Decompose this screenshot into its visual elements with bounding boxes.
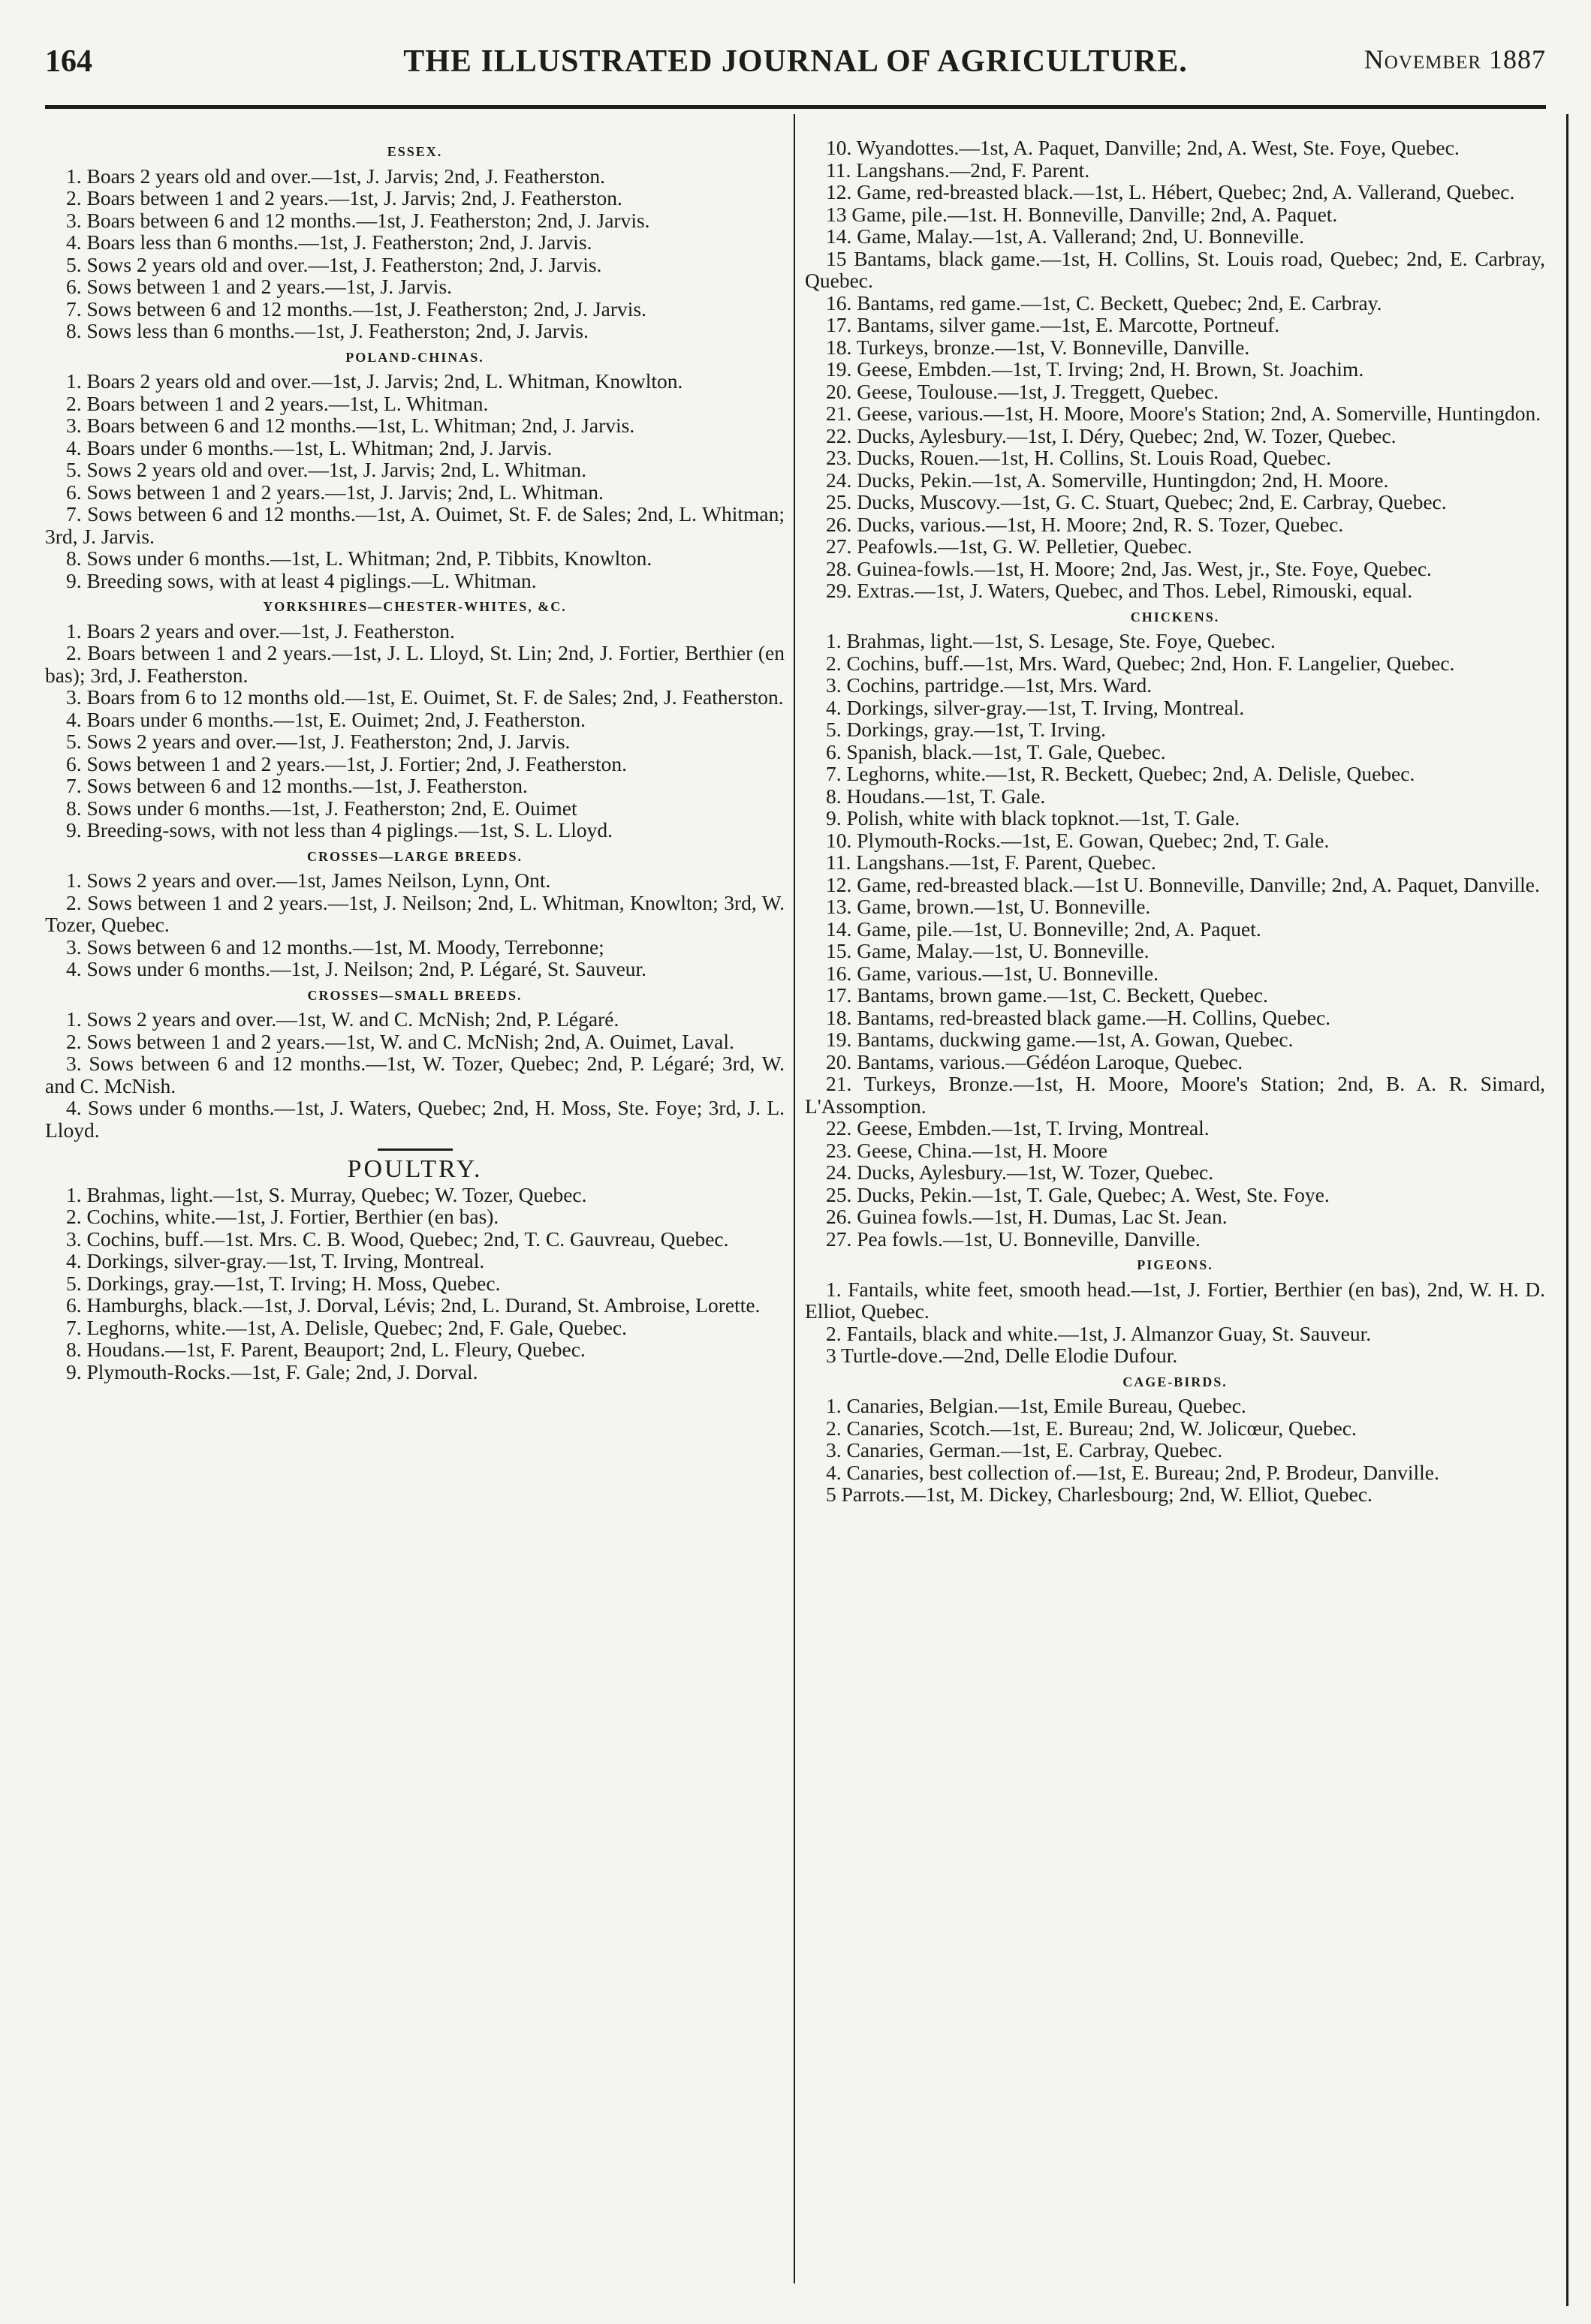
award-entry: 17. Bantams, silver game.—1st, E. Marcotte, Portneuf. [826, 313, 1280, 336]
award-entry: 9. Breeding-sows, with not less than 4 piglings.—1st, S. L. Lloyd. [66, 818, 613, 841]
award-entry: 5. Sows 2 years old and over.—1st, J. Featherston; 2nd, J. Jarvis. [66, 252, 602, 276]
award-entry: 1. Canaries, Belgian.—1st, Emile Bureau, Quebec. [826, 1394, 1246, 1417]
section-heading-chickens: CHICKENS. [1130, 609, 1220, 625]
award-entry: 12. Game, red-breasted black.—1st U. Bonneville, Danville; 2nd, A. Paquet, Danville. [826, 872, 1540, 896]
award-entry: 4. Boars less than 6 months.—1st, J. Featherston; 2nd, J. Jarvis. [66, 230, 592, 254]
journal-title: THE ILLUSTRATED JOURNAL OF AGRICULTURE. [403, 44, 1188, 79]
entry-list-yorkshires [45, 620, 785, 841]
award-entry: 3. Cochins, buff.—1st. Mrs. C. B. Wood, Quebec; 2nd, T. C. Gauvreau, Quebec. [66, 1227, 729, 1251]
award-entry: 15 Bantams, black game.—1st, H. Collins, St. Louis road, Quebec; 2nd, E. Carbray, Quebec. [805, 246, 1545, 292]
section-heading-crosses-large: CROSSES—LARGE BREEDS. [306, 848, 523, 864]
award-entry: 7. Sows between 6 and 12 months.—1st, A. Ouimet, St. F. de Sales; 2nd, L. Whitman; 3rd, J. Jarvis. [45, 502, 785, 548]
award-entry: 4. Boars under 6 months.—1st, L. Whitman; 2nd, J. Jarvis. [66, 435, 553, 459]
award-entry: 3. Cochins, partridge.—1st, Mrs. Ward. [826, 673, 1153, 697]
award-entry: 23. Ducks, Rouen.—1st, H. Collins, St. Louis Road, Quebec. [826, 446, 1331, 469]
award-entry: 20. Bantams, various.—Gédéon Laroque, Quebec. [826, 1049, 1243, 1073]
page-header [45, 44, 1546, 83]
award-entry: 2. Boars between 1 and 2 years.—1st, L. Whitman. [66, 391, 489, 415]
award-entry: 2. Cochins, buff.—1st, Mrs. Ward, Quebec; 2nd, Hon. F. Langelier, Quebec. [826, 651, 1455, 675]
award-entry: 2. Sows between 1 and 2 years.—1st, W. and C. McNish; 2nd, A. Ouimet, Laval. [66, 1029, 734, 1053]
award-entry: 4. Sows under 6 months.—1st, J. Waters, Quebec; 2nd, H. Moss, Ste. Foye; 3rd, J. L. Lloyd. [45, 1096, 785, 1142]
award-entry: 8. Sows less than 6 months.—1st, J. Featherston; 2nd, J. Jarvis. [66, 319, 589, 342]
award-entry: 3 Turtle-dove.—2nd, Delle Elodie Dufour. [826, 1344, 1178, 1367]
entry-list-poland-chinas [45, 370, 785, 592]
award-entry: 2. Boars between 1 and 2 years.—1st, J. Jarvis; 2nd, J. Featherston. [66, 186, 622, 209]
award-entry: 2. Cochins, white.—1st, J. Fortier, Berthier (en bas). [66, 1205, 499, 1228]
award-entry: 21. Turkeys, Bronze.—1st, H. Moore, Moore's Station; 2nd, B. A. R. Simard, L'Assomption. [805, 1072, 1545, 1118]
award-entry: 8. Houdans.—1st, T. Gale. [826, 784, 1046, 808]
award-entry: 1. Boars 2 years old and over.—1st, J. Jarvis; 2nd, J. Featherston. [66, 164, 605, 188]
award-entry: 3. Boars between 6 and 12 months.—1st, L. Whitman; 2nd, J. Jarvis. [66, 414, 635, 437]
award-entry: 13. Game, brown.—1st, U. Bonneville. [826, 895, 1151, 918]
award-entry: 27. Peafowls.—1st, G. W. Pelletier, Quebec. [826, 534, 1192, 558]
award-entry: 19. Geese, Embden.—1st, T. Irving; 2nd, H. Brown, St. Joachim. [826, 357, 1364, 381]
award-entry: 26. Guinea fowls.—1st, H. Dumas, Lac St. Jean. [826, 1205, 1228, 1228]
entry-list-poultry-continued [805, 137, 1545, 602]
award-entry: 5. Sows 2 years and over.—1st, J. Featherston; 2nd, J. Jarvis. [66, 730, 571, 753]
entry-list-crosses-large [45, 869, 785, 980]
award-entry: 25. Ducks, Pekin.—1st, T. Gale, Quebec; A. West, Ste. Foye. [826, 1182, 1330, 1206]
award-entry: 1. Sows 2 years and over.—1st, James Neilson, Lynn, Ont. [66, 868, 551, 892]
award-entry: 21. Geese, various.—1st, H. Moore, Moore's Station; 2nd, A. Somerville, Huntingdon. [826, 402, 1541, 425]
award-entry: 8. Sows under 6 months.—1st, L. Whitman; 2nd, P. Tibbits, Knowlton. [66, 546, 652, 570]
award-entry: 25. Ducks, Muscovy.—1st, G. C. Stuart, Quebec; 2nd, E. Carbray, Quebec. [826, 490, 1447, 513]
award-entry: 8. Houdans.—1st, F. Parent, Beauport; 2nd, L. Fleury, Quebec. [66, 1338, 586, 1361]
award-entry: 7. Sows between 6 and 12 months.—1st, J. Featherston. [66, 774, 528, 797]
award-entry: 5 Parrots.—1st, M. Dickey, Charlesbourg; 2nd, W. Elliot, Quebec. [826, 1483, 1373, 1506]
award-entry: 3. Canaries, German.—1st, E. Carbray, Quebec. [826, 1438, 1223, 1462]
award-entry: 28. Guinea-fowls.—1st, H. Moore; 2nd, Jas. West, jr., Ste. Foye, Quebec. [826, 556, 1432, 580]
section-heading-crosses-small: CROSSES—SMALL BREEDS. [307, 987, 523, 1003]
award-entry: 3. Sows between 6 and 12 months.—1st, W. Tozer, Quebec; 2nd, P. Légaré; 3rd, W. and C. McNish. [45, 1052, 785, 1097]
award-entry: 29. Extras.—1st, J. Waters, Quebec, and Thos. Lebel, Rimouski, equal. [826, 579, 1413, 602]
section-separator [378, 1148, 453, 1151]
award-entry: 15. Game, Malay.—1st, U. Bonneville. [826, 939, 1150, 962]
award-entry: 14. Game, Malay.—1st, A. Vallerand; 2nd, U. Bonneville. [826, 224, 1304, 248]
award-entry: 20. Geese, Toulouse.—1st, J. Treggett, Quebec. [826, 379, 1219, 403]
award-entry: 16. Bantams, red game.—1st, C. Beckett, Quebec; 2nd, E. Carbray. [826, 290, 1382, 315]
award-entry: 18. Bantams, red-breasted black game.—H. Collins, Quebec. [826, 1005, 1331, 1029]
award-entry: 4. Sows under 6 months.—1st, J. Neilson; 2nd, P. Légaré, St. Sauveur. [66, 957, 647, 980]
award-entry: 10. Wyandottes.—1st, A. Paquet, Danville; 2nd, A. West, Ste. Foye, Quebec. [826, 136, 1460, 159]
award-entry: 10. Plymouth-Rocks.—1st, E. Gowan, Quebec; 2nd, T. Gale. [826, 828, 1330, 852]
entry-list-pigeons [805, 1278, 1545, 1367]
award-entry: 11. Langshans.—1st, F. Parent, Quebec. [826, 850, 1156, 874]
award-entry: 2. Sows between 1 and 2 years.—1st, J. Neilson; 2nd, L. Whitman, Knowlton; 3rd, W. Tozer, Quebec. [45, 890, 785, 936]
award-entry: 6. Hamburghs, black.—1st, J. Dorval, Lévis; 2nd, L. Durand, St. Ambroise, Lorette. [66, 1293, 761, 1317]
award-entry: 9. Polish, white with black topknot.—1st, T. Gale. [826, 806, 1240, 829]
award-entry: 12. Game, red-breasted black.—1st, L. Hébert, Quebec; 2nd, A. Vallerand, Quebec. [826, 180, 1515, 203]
left-column [45, 137, 785, 1383]
award-entry: 1. Fantails, white feet, smooth head.—1st, J. Fortier, Berthier (en bas), 2nd, W. H. D. Elliot, Quebec. [805, 1277, 1545, 1323]
award-entry: 7. Leghorns, white.—1st, R. Beckett, Quebec; 2nd, A. Delisle, Quebec. [826, 762, 1415, 785]
award-entry: 24. Ducks, Pekin.—1st, A. Somerville, Huntingdon; 2nd, H. Moore. [826, 468, 1389, 492]
award-entry: 16. Game, various.—1st, U. Bonneville. [826, 961, 1159, 985]
award-entry: 1. Brahmas, light.—1st, S. Lesage, Ste. Foye, Quebec. [826, 629, 1276, 652]
award-entry: 11. Langshans.—2nd, F. Parent. [826, 158, 1090, 182]
award-entry: 6. Sows between 1 and 2 years.—1st, J. Jarvis; 2nd, L. Whitman. [66, 480, 604, 504]
award-entry: 26. Ducks, various.—1st, H. Moore; 2nd, R. S. Tozer, Quebec. [826, 512, 1344, 536]
section-heading-poultry: POULTRY. [347, 1155, 483, 1183]
award-entry: 4. Boars under 6 months.—1st, E. Ouimet; 2nd, J. Featherston. [66, 707, 586, 731]
award-entry: 2. Canaries, Scotch.—1st, E. Bureau; 2nd, W. Jolicœur, Quebec. [826, 1416, 1357, 1440]
award-entry: 1. Brahmas, light.—1st, S. Murray, Quebec; W. Tozer, Quebec. [66, 1182, 587, 1206]
entry-list-cage-birds [805, 1395, 1545, 1506]
right-column [805, 137, 1545, 1506]
award-entry: 19. Bantams, duckwing game.—1st, A. Gowan, Quebec. [826, 1028, 1294, 1051]
right-edge-rule [1566, 114, 1568, 2306]
award-entry: 27. Pea fowls.—1st, U. Bonneville, Danville. [826, 1227, 1201, 1251]
award-entry: 2. Fantails, black and white.—1st, J. Almanzor Guay, St. Sauveur. [826, 1321, 1372, 1345]
page-number: 164 [45, 44, 92, 79]
entry-list-poultry [45, 1184, 785, 1383]
award-entry: 9. Plymouth-Rocks.—1st, F. Gale; 2nd, J. Dorval. [66, 1359, 478, 1383]
entry-list-essex [45, 165, 785, 342]
section-heading-pigeons: PIGEONS. [1137, 1257, 1213, 1272]
award-entry: 22. Geese, Embden.—1st, T. Irving, Montreal. [826, 1116, 1210, 1139]
award-entry: 2. Boars between 1 and 2 years.—1st, J. L. Lloyd, St. Lin; 2nd, J. Fortier, Berthier (en bas); 3rd, J. Featherston. [45, 641, 785, 687]
section-heading-cage-birds: CAGE-BIRDS. [1122, 1374, 1228, 1389]
award-entry: 4. Dorkings, silver-gray.—1st, T. Irving, Montreal. [66, 1249, 485, 1272]
award-entry: 13 Game, pile.—1st. H. Bonneville, Danville; 2nd, A. Paquet. [826, 202, 1338, 226]
issue-date: November 1887 [1363, 44, 1546, 74]
award-entry: 4. Canaries, best collection of.—1st, E. Bureau; 2nd, P. Brodeur, Danville. [826, 1460, 1439, 1484]
award-entry: 14. Game, pile.—1st, U. Bonneville; 2nd, A. Paquet. [826, 917, 1261, 941]
award-entry: 4. Dorkings, silver-gray.—1st, T. Irving, Montreal. [826, 695, 1245, 719]
award-entry: 9. Breeding sows, with at least 4 piglings.—L. Whitman. [66, 568, 537, 592]
award-entry: 5. Sows 2 years old and over.—1st, J. Jarvis; 2nd, L. Whitman. [66, 458, 587, 481]
award-entry: 7. Sows between 6 and 12 months.—1st, J. Featherston; 2nd, J. Jarvis. [66, 297, 647, 321]
award-entry: 8. Sows under 6 months.—1st, J. Featherston; 2nd, E. Ouimet [66, 796, 577, 820]
award-entry: 1. Sows 2 years and over.—1st, W. and C. McNish; 2nd, P. Légaré. [66, 1007, 619, 1031]
entry-list-crosses-small [45, 1008, 785, 1141]
award-entry: 6. Sows between 1 and 2 years.—1st, J. Jarvis. [66, 275, 453, 298]
award-entry: 3. Boars between 6 and 12 months.—1st, J. Featherston; 2nd, J. Jarvis. [66, 208, 650, 232]
award-entry: 17. Bantams, brown game.—1st, C. Beckett, Quebec. [826, 983, 1268, 1007]
award-entry: 1. Boars 2 years and over.—1st, J. Featherston. [66, 619, 455, 643]
award-entry: 7. Leghorns, white.—1st, A. Delisle, Quebec; 2nd, F. Gale, Quebec. [66, 1315, 628, 1339]
award-entry: 22. Ducks, Aylesbury.—1st, I. Déry, Quebec; 2nd, W. Tozer, Quebec. [826, 423, 1397, 447]
award-entry: 3. Sows between 6 and 12 months.—1st, M. Moody, Terrebonne; [66, 935, 604, 959]
award-entry: 1. Boars 2 years old and over.—1st, J. Jarvis; 2nd, L. Whitman, Knowlton. [66, 369, 683, 393]
column-divider [794, 114, 795, 2283]
award-entry: 18. Turkeys, bronze.—1st, V. Bonneville, Danville. [826, 335, 1250, 359]
section-heading-yorkshires: YORKSHIRES—CHESTER-WHITES, &C. [263, 599, 567, 614]
award-entry: 3. Boars from 6 to 12 months old.—1st, E. Ouimet, St. F. de Sales; 2nd, J. Featherston. [66, 685, 784, 709]
entry-list-chickens [805, 630, 1545, 1250]
award-entry: 6. Spanish, black.—1st, T. Gale, Quebec. [826, 739, 1166, 763]
section-heading-essex: ESSEX. [387, 144, 443, 159]
section-heading-poland-chinas: POLAND-CHINAS. [345, 349, 484, 365]
award-entry: 24. Ducks, Aylesbury.—1st, W. Tozer, Quebec. [826, 1160, 1214, 1184]
award-entry: 23. Geese, China.—1st, H. Moore [826, 1138, 1108, 1162]
award-entry: 5. Dorkings, gray.—1st, T. Irving; H. Moss, Quebec. [66, 1271, 501, 1295]
header-rule [45, 105, 1546, 109]
award-entry: 6. Sows between 1 and 2 years.—1st, J. Fortier; 2nd, J. Featherston. [66, 751, 627, 775]
award-entry: 5. Dorkings, gray.—1st, T. Irving. [826, 718, 1106, 741]
